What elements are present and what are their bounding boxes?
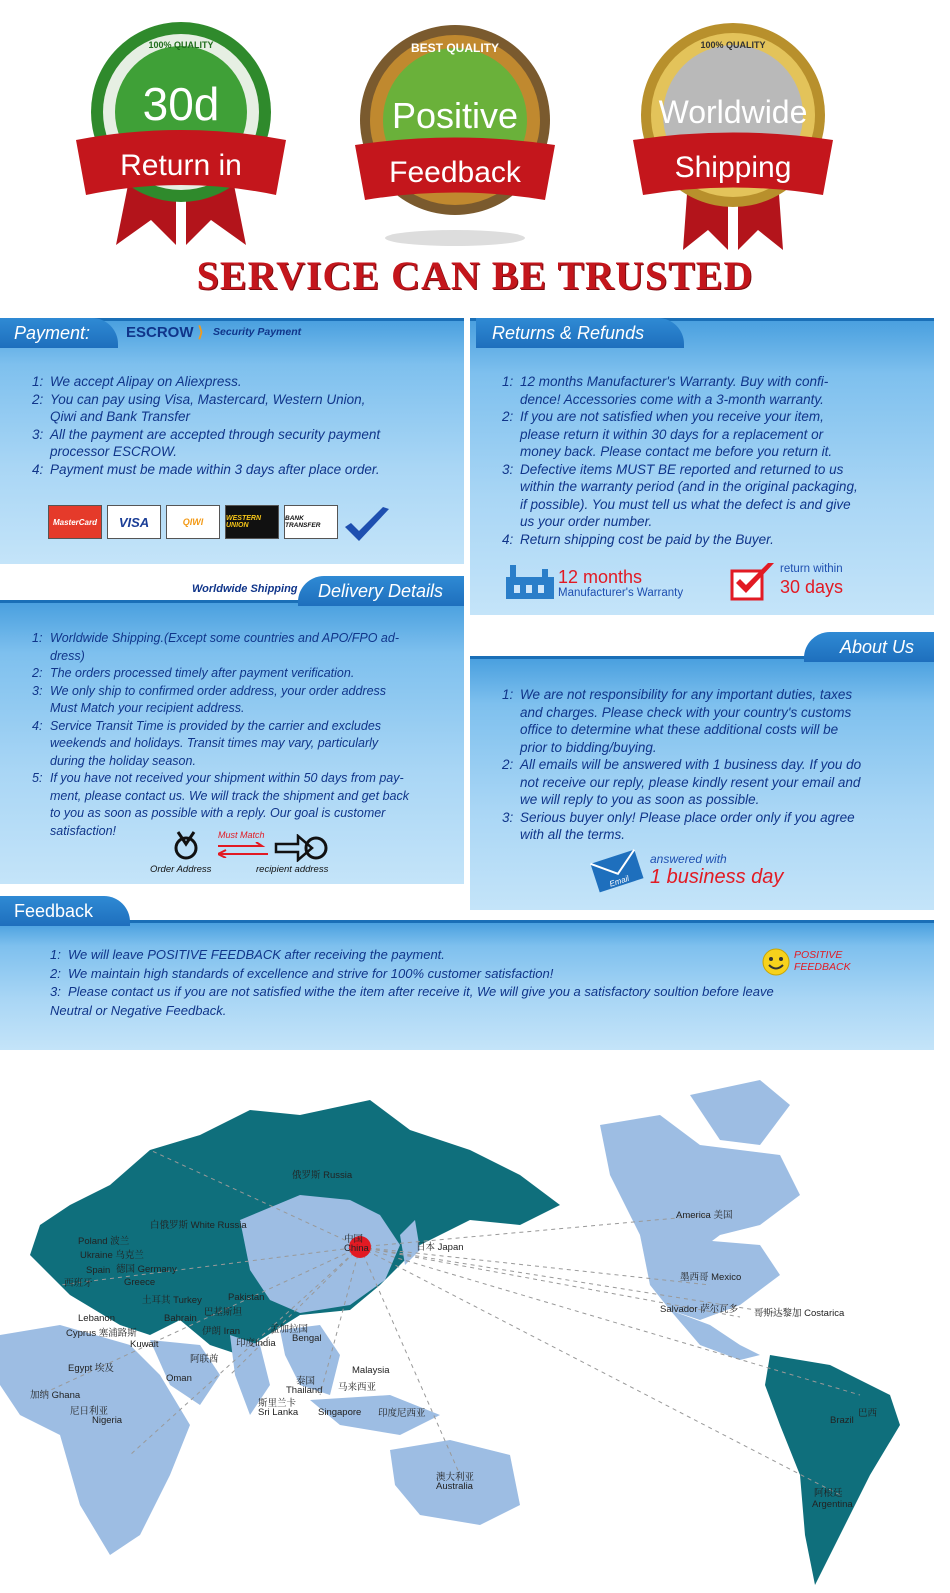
map-label: Malaysia <box>352 1365 390 1376</box>
order-address-label: Order Address <box>150 864 212 875</box>
map-label: 澳大利亚 <box>436 1472 475 1483</box>
delivery-sub: Worldwide Shipping <box>192 583 298 595</box>
payment-panel <box>0 318 464 564</box>
map-label: Oman <box>166 1373 192 1384</box>
about-item-2: 2: All emails will be answered with 1 business day. If you do not receive our reply, please kindly resent your email and we will reply to you as soon as possible. <box>502 757 862 807</box>
map-label: 尼日利亚 <box>70 1406 109 1417</box>
badge-positive-top: Positive <box>391 95 519 136</box>
order-address-icon <box>170 830 202 860</box>
delivery-list <box>32 630 460 840</box>
feedback-item-3: 3: Please contact us if you are not satisfied withe the item after receive it, We will give you a satisfactory soultion before leave Neutral or Negative Feedback. <box>50 984 774 1018</box>
payment-item-3: 3: All the payment are accepted through security payment processor ESCROW. <box>32 426 381 459</box>
map-label: Kuwait <box>130 1339 159 1350</box>
smiley-icon <box>762 948 790 976</box>
map-label: 日本 Japan <box>416 1242 464 1253</box>
delivery-panel <box>0 576 464 884</box>
about-title: About Us <box>804 632 934 662</box>
map-label: 哥斯达黎加 Costarica <box>754 1308 845 1319</box>
map-label: 阿根廷 <box>814 1488 843 1499</box>
map-label: Salvador 萨尔瓦多 <box>660 1304 739 1315</box>
map-label: Nigeria <box>92 1415 123 1426</box>
about-panel <box>470 632 934 910</box>
map-label: Lebanon <box>78 1313 115 1324</box>
payment-item-4: 4: Payment must be made within 3 days after place order. <box>32 461 380 477</box>
map-label: 马来西亚 <box>338 1382 377 1393</box>
recipient-address-label: recipient address <box>256 864 329 875</box>
map-label: 加纳 Ghana <box>30 1390 81 1401</box>
badge-return-top: 30d <box>142 78 220 130</box>
delivery-item-1: 1: Worldwide Shipping.(Except some countries and APO/FPO ad- dress) <box>32 631 399 663</box>
return-check-icon <box>730 561 776 601</box>
returns-item-2: 2: If you are not satisfied when you receive your item, please return it within 30 days for a replacement or money back. Please contact me before you return it. <box>502 409 833 459</box>
qiwi-logo: QIWI <box>166 505 220 539</box>
feedback-item-1: 1: We will leave POSITIVE FEEDBACK after receiving the payment. <box>50 947 445 962</box>
badge-positive-ribbon: Feedback <box>389 156 521 189</box>
map-label: 巴基斯坦 <box>204 1307 243 1318</box>
map-label: 阿联酋 <box>190 1354 219 1365</box>
factory-icon <box>504 563 556 601</box>
email-envelope-icon <box>588 848 646 894</box>
escrow-logo: ESCROW ⟩ <box>126 324 204 341</box>
visa-logo: VISA <box>107 505 161 539</box>
payment-item-2: 2: You can pay using Visa, Mastercard, Western Union, Qiwi and Bank Transfer <box>32 391 366 424</box>
map-label: 印度尼西亚 <box>378 1408 426 1419</box>
checkmark-icon <box>343 505 391 547</box>
headline: SERVICE CAN BE TRUSTED <box>196 253 754 298</box>
map-label: Australia <box>436 1481 473 1492</box>
payment-cards <box>48 505 391 547</box>
returns-item-3: 3: Defective items MUST BE reported and returned to us within the warranty period (and in the original packaging, if possible). You must tell us what the defect is and give us your order number. <box>502 461 858 529</box>
badge-positive <box>350 20 560 250</box>
map-label: Sri Lanka <box>258 1407 299 1418</box>
map-label: 墨西哥 Mexico <box>680 1272 742 1283</box>
escrow-sub: Security Payment <box>213 326 302 338</box>
map-label: 西班牙 <box>64 1278 93 1289</box>
map-label: Bengal <box>292 1333 322 1344</box>
world-map-graphic <box>0 1055 950 1593</box>
returns-title: Returns & Refunds <box>476 318 684 348</box>
map-label: Pakistan <box>228 1292 265 1303</box>
warranty-small: Manufacturer's Warranty <box>558 587 684 599</box>
return-small: return within <box>780 563 843 575</box>
map-label: 泰国 <box>296 1376 316 1387</box>
map-label: Cyprus 塞浦路斯 <box>66 1328 137 1339</box>
returns-panel <box>470 318 934 615</box>
return-big: 30 days <box>780 577 844 597</box>
feedback-panel <box>0 896 934 1050</box>
badge-worldwide-top: Worldwide <box>658 94 808 130</box>
swap-arrows-icon <box>218 842 270 858</box>
feedback-item-2: 2: We maintain high standards of excellence and strive for 100% customer satisfaction! <box>50 965 554 981</box>
recipient-address-icon <box>274 834 328 862</box>
badge-positive-ring: BEST QUALITY <box>410 41 500 55</box>
map-label: Brazil <box>830 1415 854 1426</box>
delivery-item-2: 2: The orders processed timely after payment verification. <box>32 666 355 680</box>
map-label: Singapore <box>318 1407 362 1418</box>
badge-worldwide-ring: 100% QUALITY <box>700 40 766 50</box>
payment-title: Payment: <box>0 318 118 348</box>
map-label: 土耳其 Turkey <box>142 1295 202 1306</box>
map-label: 伊朗 Iran <box>202 1326 241 1337</box>
map-label: Thailand <box>286 1385 323 1396</box>
map-label: China <box>344 1243 369 1254</box>
western-union-logo: WESTERN UNION <box>225 505 279 539</box>
delivery-item-5: 5: If you have not received your shipment within 50 days from pay- ment, please contact us. We will track the shipment and get back to you as soon as possible with a reply. Our goal is customer satisfaction! <box>32 771 409 838</box>
map-label: Greece <box>124 1277 156 1288</box>
payment-item-1: 1: We accept Alipay on Aliexpress. <box>32 374 242 389</box>
answered-big: 1 business day <box>650 866 784 888</box>
map-label: America 美国 <box>676 1210 733 1221</box>
badge-worldwide-ribbon: Shipping <box>674 151 792 184</box>
map-label: 孟加拉国 <box>270 1324 309 1335</box>
must-match-label: Must Match <box>218 830 265 840</box>
map-label: 印度India <box>236 1338 276 1349</box>
map-label: 白俄罗斯 White Russia <box>150 1220 247 1231</box>
map-label: Poland 波兰 <box>78 1236 130 1247</box>
map-label: 巴西 <box>858 1408 878 1419</box>
returns-list <box>502 373 927 548</box>
returns-item-4: 4: Return shipping cost be paid by the Buyer. <box>502 531 774 547</box>
warranty-big: 12 months <box>558 567 643 587</box>
map-label: Ukraine 乌克兰 <box>80 1250 144 1261</box>
about-list <box>502 686 932 844</box>
badge-return-ring: 100% QUALITY <box>148 40 214 50</box>
bank-transfer-logo: BANK TRANSFER <box>284 505 338 539</box>
positive-feedback-badge: POSITIVE FEEDBACK <box>794 949 851 973</box>
world-map <box>0 1055 950 1593</box>
map-label: 斯里兰卡 <box>258 1398 297 1409</box>
map-label: Bahrain <box>164 1313 197 1324</box>
map-label: 俄罗斯 Russia <box>292 1170 353 1181</box>
map-label: 德国 Germany <box>116 1264 177 1275</box>
badge-return <box>76 20 286 250</box>
map-label: Egypt 埃及 <box>68 1363 114 1374</box>
mastercard-logo: MasterCard <box>48 505 102 539</box>
delivery-item-3: 3: We only ship to confirmed order address, your order address Must Match your recipient address. <box>32 683 387 715</box>
feedback-title: Feedback <box>0 896 130 926</box>
delivery-item-4: 4: Service Transit Time is provided by the carrier and excludes weekends and holidays. Transit times may vary, particularly during the holiday season. <box>32 718 382 768</box>
about-item-3: 3: Serious buyer only! Please place order only if you agree with all the terms. <box>502 809 855 842</box>
returns-item-1: 1: 12 months Manufacturer's Warranty. Buy with confi- dence! Accessories come with a 3-month warranty. <box>502 374 829 407</box>
payment-list <box>32 373 452 478</box>
about-item-1: 1: We are not responsibility for any important duties, taxes and charges. Please check with your country's customs office to determine what these additional costs will be prior to bidding/buying. <box>502 687 853 755</box>
map-label: Argentina <box>812 1499 853 1510</box>
svg-text:Email: Email <box>608 873 631 889</box>
map-label: Spain <box>86 1265 111 1276</box>
map-label: 中国 <box>344 1234 364 1245</box>
answered-small: answered with <box>650 852 727 866</box>
badge-worldwide <box>628 20 838 250</box>
badge-return-ribbon: Return in <box>120 149 242 182</box>
delivery-title: Delivery Details <box>298 576 464 606</box>
